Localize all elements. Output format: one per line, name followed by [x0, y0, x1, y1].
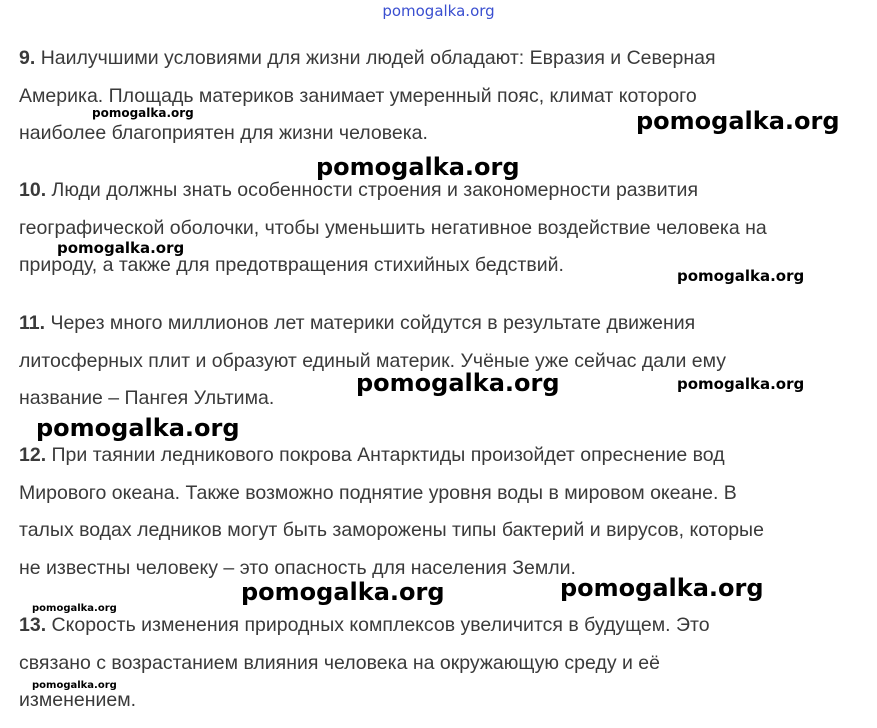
- watermark: pomogalka.org: [560, 574, 764, 602]
- watermark: pomogalka.org: [92, 106, 194, 120]
- watermark: pomogalka.org: [677, 267, 805, 285]
- watermark: pomogalka.org: [636, 107, 840, 135]
- paragraph-line: связано с возрастанием влияния человека на окружающую среду и её: [19, 651, 660, 674]
- watermark: pomogalka.org: [241, 578, 445, 606]
- paragraph-line: Америка. Площадь материков занимает умеренный пояс, климат которого: [19, 84, 697, 107]
- paragraph-line: При таянии ледникового покрова Антарктиды произойдет опреснение вод: [51, 444, 725, 466]
- watermark: pomogalka.org: [36, 414, 240, 442]
- watermark: pomogalka.org: [677, 375, 805, 393]
- paragraph-line: Люди должны знать особенности строения и закономерности развития: [51, 179, 699, 201]
- paragraph-line: географической оболочки, чтобы уменьшить негативное воздействие человека на: [19, 216, 767, 239]
- paragraph-number: 11.: [19, 312, 46, 334]
- paragraph-line: не известны человеку – это опасность для населения Земли.: [19, 556, 576, 579]
- watermark: pomogalka.org: [316, 153, 520, 181]
- watermark: pomogalka.org: [356, 369, 560, 397]
- paragraph-line: природу, а также для предотвращения стихийных бедствий.: [19, 254, 564, 276]
- paragraph-line: талых водах ледников могут быть заморожены типы бактерий и вирусов, которые: [19, 519, 764, 541]
- paragraph-line: изменением.: [19, 689, 137, 711]
- paragraph-line: Наилучшими условиями для жизни людей обладают: Евразия и Северная: [40, 47, 716, 69]
- site-link[interactable]: pomogalka.org: [382, 2, 495, 20]
- paragraph-number: 12.: [19, 444, 47, 466]
- paragraph-line: наиболее благоприятен для жизни человека.: [19, 122, 428, 144]
- paragraph-11: [19, 305, 871, 418]
- paragraph-line: Через много миллионов лет материки сойдутся в результате движения: [50, 312, 696, 334]
- paragraph-line: литосферных плит и образуют единый материк. Учёные уже сейчас дали ему: [19, 349, 727, 372]
- paragraph-number: 10.: [19, 179, 47, 201]
- watermark: pomogalka.org: [57, 239, 185, 257]
- paragraph-line: Скорость изменения природных комплексов увеличится в будущем. Это: [51, 614, 710, 636]
- paragraph-12: [19, 437, 871, 587]
- paragraph-line: название – Пангея Ультима.: [19, 387, 275, 409]
- watermark: pomogalka.org: [32, 680, 117, 691]
- paragraph-number: 9.: [19, 47, 36, 69]
- paragraph-9: [19, 40, 871, 153]
- watermark: pomogalka.org: [32, 603, 117, 614]
- paragraph-13: [19, 607, 871, 720]
- paragraph-line: Мирового океана. Также возможно поднятие уровня воды в мировом океане. В: [19, 481, 737, 504]
- paragraph-number: 13.: [19, 614, 47, 636]
